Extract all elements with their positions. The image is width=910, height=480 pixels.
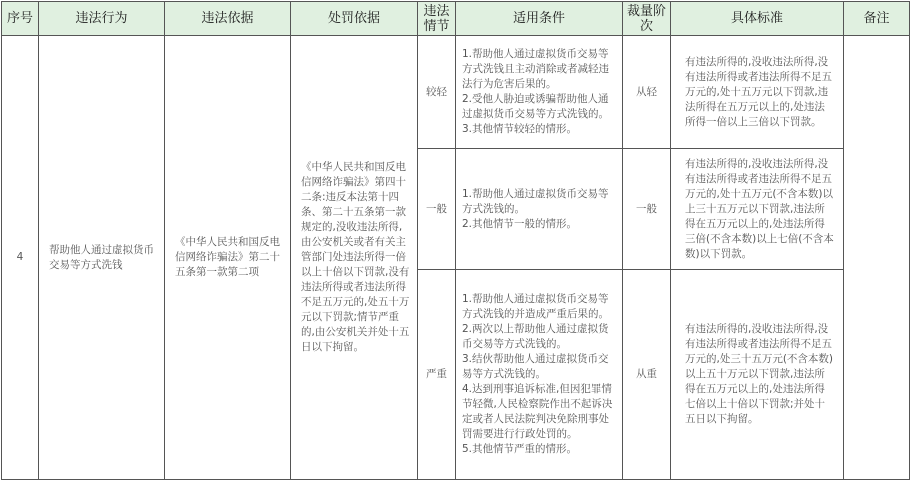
condition-item: 1.帮助他人通过虚拟货币交易等方式洗钱的并造成严重后果的。	[462, 293, 609, 320]
header-legal-basis: 违法依据	[165, 2, 291, 36]
header-standard: 具体标准	[671, 2, 844, 36]
standard-cell: 有违法所得的,没收违法所得,没有违法所得或者违法所得不足五万元的,处十五万元(不含本数)以上三十五万元以下罚款,违法所得在五万元以上的,处违法所得三倍(不含本数)以上七倍(不含本数)以下罚款。	[671, 149, 844, 270]
penalty-discretion-table	[1, 1, 910, 480]
header-row	[2, 2, 910, 36]
penalty-basis-cell: 《中华人民共和国反电信网络诈骗法》第四十二条:违反本法第十四条、第二十五条第一款规定的,没收违法所得,由公安机关或者有关主管部门处违法所得一倍以上十倍以下罚款,没有违法所得或者违法所得不足五万元的,处五十万元以下罚款;情节严重的,由公安机关并处十五日以下拘留。	[291, 36, 418, 480]
condition-item: 2.受他人胁迫或诱骗帮助他人通过虚拟货币交易等方式洗钱的。	[462, 93, 609, 120]
level-cell: 从轻	[623, 36, 671, 149]
condition-item: 2.其他情节一般的情形。	[462, 217, 578, 230]
circumstance-cell: 严重	[418, 270, 456, 480]
condition-item: 4.达到刑事追诉标准,但因犯罪情节轻微,人民检察院作出不起诉决定或者人民法院判决免除刑事处罚需要进行行政处罚的。	[462, 383, 613, 440]
standard-cell: 有违法所得的,没收违法所得,没有违法所得或者违法所得不足五万元的,处十五万元以下罚款,违法所得在五万元以上的,处违法所得一倍以上三倍以下罚款。	[671, 36, 844, 149]
level-cell: 一般	[623, 149, 671, 270]
circumstance-cell: 较轻	[418, 36, 456, 149]
behavior-cell: 帮助他人通过虚拟货币交易等方式洗钱	[39, 36, 165, 480]
header-conditions: 适用条件	[456, 2, 623, 36]
header-seq: 序号	[2, 2, 39, 36]
condition-item: 3.其他情节较轻的情形。	[462, 123, 578, 135]
table-row-light	[2, 36, 910, 149]
condition-item: 5.其他情节严重的情形。	[462, 443, 578, 455]
header-remarks: 备注	[844, 2, 910, 36]
header-circumstance: 违法情节	[418, 2, 456, 36]
conditions-cell	[456, 270, 623, 480]
legal-basis-cell: 《中华人民共和国反电信网络诈骗法》第二十五条第一款第二项	[165, 36, 291, 480]
condition-item: 3.结伙帮助他人通过虚拟货币交易等方式洗钱的。	[462, 353, 609, 380]
circumstance-cell: 一般	[418, 149, 456, 270]
header-level: 裁量阶次	[623, 2, 671, 36]
remarks-cell	[844, 36, 910, 480]
conditions-cell	[456, 36, 623, 149]
condition-item: 1.帮助他人通过虚拟货币交易等方式洗钱的。	[462, 187, 609, 215]
condition-item: 2.两次以上帮助他人通过虚拟货币交易等方式洗钱的。	[462, 323, 609, 350]
seq-cell: 4	[2, 36, 39, 480]
conditions-cell	[456, 149, 623, 270]
condition-item: 1.帮助他人通过虚拟货币交易等方式洗钱且主动消除或者减轻违法行为危害后果的。	[462, 48, 609, 90]
header-behavior: 违法行为	[39, 2, 165, 36]
header-penalty-basis: 处罚依据	[291, 2, 418, 36]
level-cell: 从重	[623, 270, 671, 480]
standard-cell: 有违法所得的,没收违法所得,没有违法所得或者违法所得不足五万元的,处三十五万元(不含本数)以上五十万元以下罚款,违法所得在五万元以上的,处违法所得七倍以上十倍以下罚款;并处十五日以下拘留。	[671, 270, 844, 480]
